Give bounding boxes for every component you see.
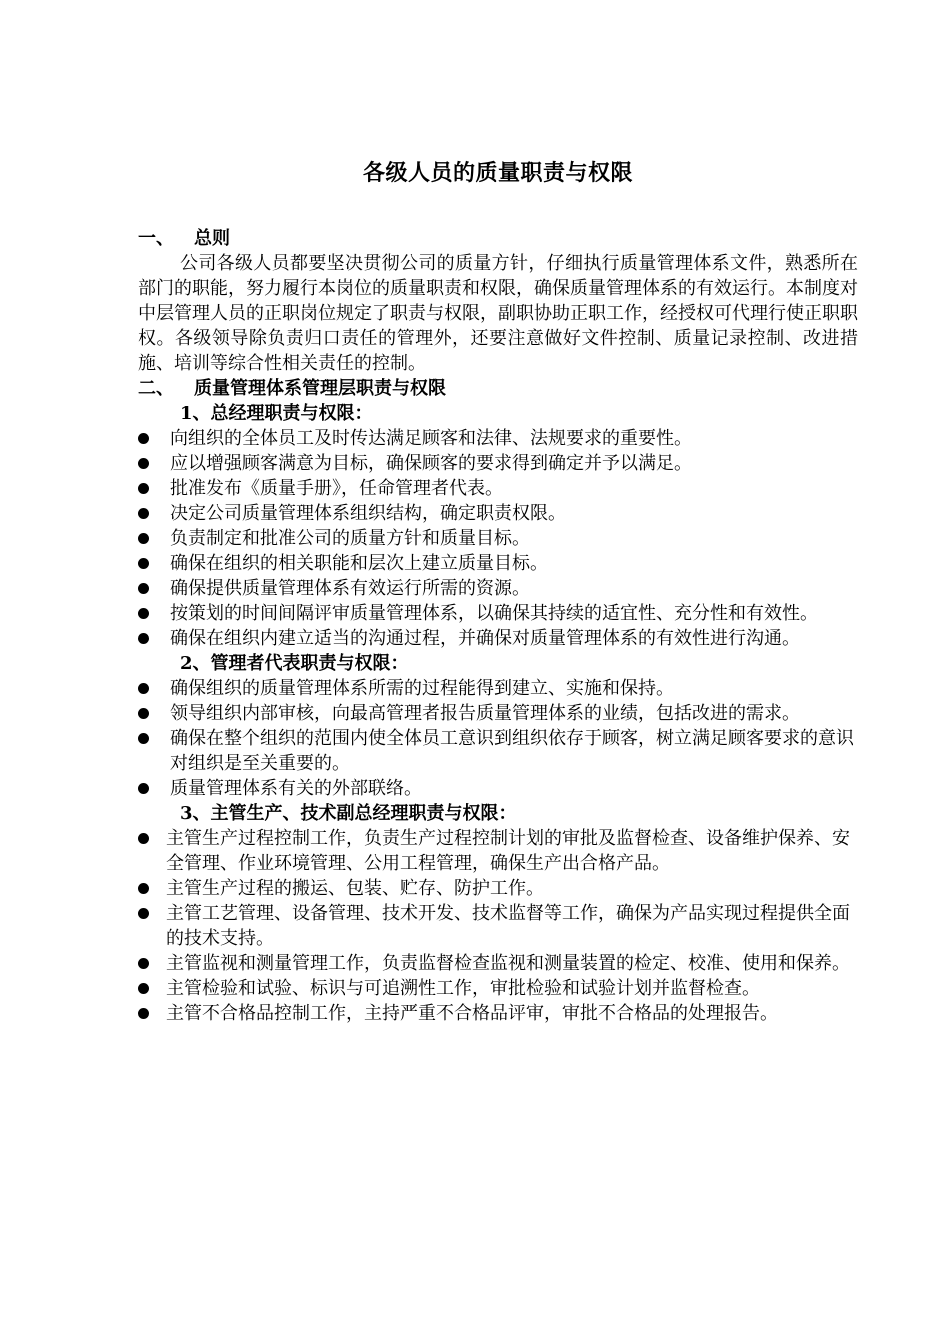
list-item: [138, 551, 858, 576]
list-item-text: 主管生产过程控制工作，负责生产过程控制计划的审批及监督检查、设备维护保养、安全管理、作业环境管理、公用工程管理，确保生产出合格产品。: [166, 828, 850, 874]
list-item: [138, 501, 858, 526]
bullet-icon: [138, 683, 149, 694]
subsection-1-heading: 1、总经理职责与权限：: [180, 403, 373, 424]
bullet-icon: [138, 1008, 149, 1019]
document-body: [138, 226, 873, 1026]
list-item-text: 确保在组织内建立适当的沟通过程，并确保对质量管理体系的有效性进行沟通。: [170, 628, 800, 649]
bullet-icon: [138, 458, 149, 469]
page-title: 各级人员的质量职责与权限: [362, 161, 633, 186]
list-item-text: 确保在组织的相关职能和层次上建立质量目标。: [170, 553, 548, 574]
list-item-text: 应以增强顾客满意为目标，确保顾客的要求得到确定并予以满足。: [170, 453, 692, 474]
list-item: [138, 526, 858, 551]
bullet-icon: [138, 983, 149, 994]
list-item-text: 主管生产过程的搬运、包装、贮存、防护工作。: [166, 878, 544, 899]
list-item-text: 主管不合格品控制工作，主持严重不合格品评审，审批不合格品的处理报告。: [166, 1003, 778, 1024]
bullet-icon: [138, 608, 149, 619]
bullet-icon: [138, 583, 149, 594]
subsection-3-list: [138, 826, 873, 1026]
list-item: [138, 576, 858, 601]
list-item: [138, 476, 858, 501]
list-item: [138, 451, 858, 476]
subsection-1-list: [138, 426, 873, 651]
bullet-icon: [138, 708, 149, 719]
bullet-icon: [138, 908, 149, 919]
list-item: [138, 951, 866, 976]
list-item-text: 决定公司质量管理体系组织结构，确定职责权限。: [170, 503, 566, 524]
list-item: [138, 1001, 866, 1026]
list-item: [138, 676, 858, 701]
list-item: [138, 426, 858, 451]
section-1-number: 一、: [138, 228, 174, 249]
list-item: [138, 601, 858, 626]
list-item: [138, 726, 858, 776]
bullet-icon: [138, 958, 149, 969]
bullet-icon: [138, 433, 149, 444]
bullet-icon: [138, 533, 149, 544]
list-item-text: 确保提供质量管理体系有效运行所需的资源。: [170, 578, 530, 599]
section-2-number: 二、: [138, 378, 174, 399]
bullet-icon: [138, 733, 149, 744]
bullet-icon: [138, 558, 149, 569]
list-item-text: 领导组织内部审核，向最高管理者报告质量管理体系的业绩，包括改进的需求。: [170, 703, 800, 724]
list-item-text: 质量管理体系有关的外部联络。: [170, 778, 422, 799]
list-item: [138, 876, 866, 901]
section-1-title: 总则: [194, 228, 230, 249]
section-2-heading: [138, 376, 873, 401]
bullet-icon: [138, 883, 149, 894]
subsection-3-heading: 3、主管生产、技术副总经理职责与权限：: [180, 803, 517, 824]
list-item: [138, 976, 866, 1001]
list-item-text: 向组织的全体员工及时传达满足顾客和法律、法规要求的重要性。: [170, 428, 692, 449]
list-item-text: 批准发布《质量手册》，任命管理者代表。: [170, 478, 503, 499]
list-item-text: 负责制定和批准公司的质量方针和质量目标。: [170, 528, 530, 549]
list-item-text: 主管监视和测量管理工作，负责监督检查监视和测量装置的检定、校准、使用和保养。: [166, 953, 850, 974]
list-item-text: 按策划的时间间隔评审质量管理体系，以确保其持续的适宜性、充分性和有效性。: [170, 603, 818, 624]
list-item-text: 主管检验和试验、标识与可追溯性工作，审批检验和试验计划并监督检查。: [166, 978, 760, 999]
subsection-2-list: [138, 676, 873, 801]
section-1-paragraph: 公司各级人员都要坚决贯彻公司的质量方针，仔细执行质量管理体系文件，熟悉所在部门的职能，努力履行本岗位的质量职责和权限，确保质量管理体系的有效运行。本制度对中层管理人员的正职岗位规定了职责与权限，副职协助正职工作，经授权可代理行使正职职权。各级领导除负责归口责任的管理外，还要注意做好文件控制、质量记录控制、改进措施、培训等综合性相关责任的控制。: [138, 253, 858, 374]
list-item-text: 确保组织的质量管理体系所需的过程能得到建立、实施和保持。: [170, 678, 674, 699]
list-item: [138, 901, 866, 951]
list-item: [138, 826, 866, 876]
list-item: [138, 626, 858, 651]
bullet-icon: [138, 783, 149, 794]
list-item: [138, 701, 858, 726]
bullet-icon: [138, 508, 149, 519]
list-item-text: 主管工艺管理、设备管理、技术开发、技术监督等工作，确保为产品实现过程提供全面的技术支持。: [166, 903, 850, 949]
list-item: [138, 776, 858, 801]
section-2-title: 质量管理体系管理层职责与权限: [194, 378, 446, 399]
list-item-text: 确保在整个组织的范围内使全体员工意识到组织依存于顾客，树立满足顾客要求的意识对组织是至关重要的。: [170, 728, 854, 774]
bullet-icon: [138, 833, 149, 844]
bullet-icon: [138, 483, 149, 494]
section-1-heading: [138, 226, 873, 251]
subsection-2-heading: 2、管理者代表职责与权限：: [180, 653, 409, 674]
bullet-icon: [138, 633, 149, 644]
